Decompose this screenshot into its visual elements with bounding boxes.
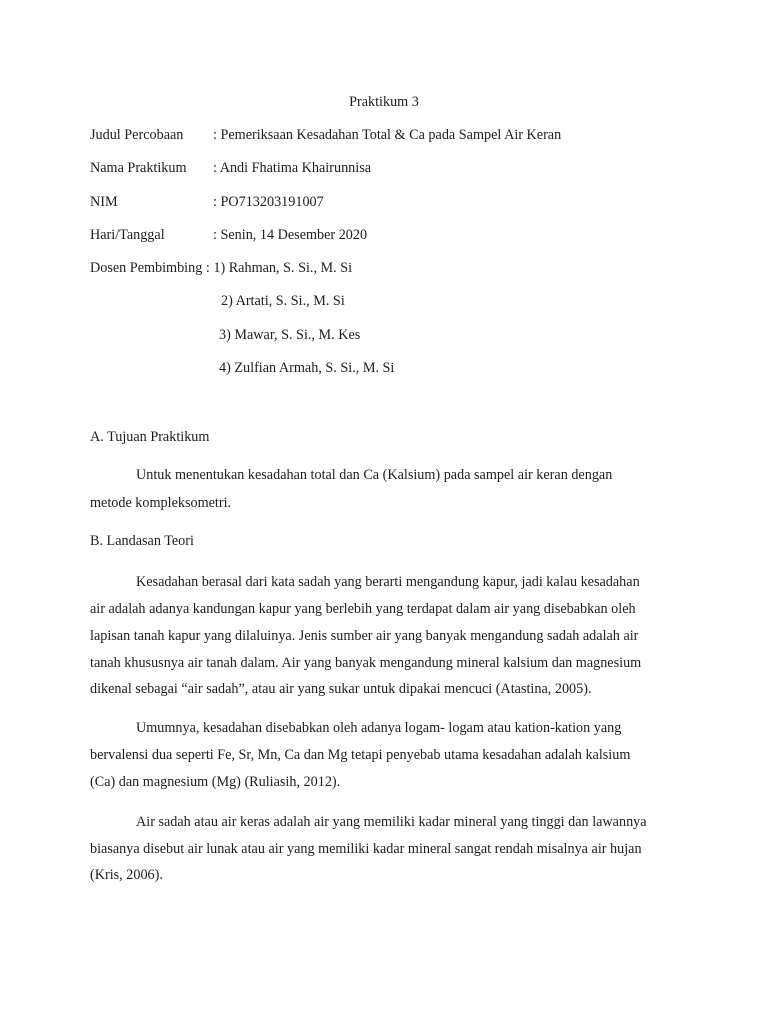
info-dosen-3: 3) Mawar, S. Si., M. Kes [219, 327, 361, 343]
section-a-heading: A. Tujuan Praktikum [90, 429, 210, 445]
paragraph-1-line: tanah khususnya air tanah dalam. Air yang banyak mengandung mineral kalsium dan magnesium [90, 655, 642, 671]
info-value-nama: : Andi Fhatima Khairunnisa [213, 160, 372, 176]
paragraph-2-line: (Ca) dan magnesium (Mg) (Ruliasih, 2012). [90, 774, 341, 790]
info-dosen-first: Dosen Pembimbing : 1) Rahman, S. Si., M. Si [90, 260, 353, 276]
info-label-nim: NIM [90, 194, 118, 210]
info-label-tanggal: Hari/Tanggal [90, 227, 165, 243]
paragraph-1-line: air adalah adanya kandungan kapur yang berlebih yang terdapat dalam air yang disebabkan oleh [90, 601, 636, 617]
info-value-judul: : Pemeriksaan Kesadahan Total & Ca pada Sampel Air Keran [213, 127, 562, 143]
info-label-nama: Nama Praktikum [90, 160, 187, 176]
paragraph-1-line: lapisan tanah kapur yang dilaluinya. Jenis sumber air yang banyak mengandung sadah adalah air [90, 628, 639, 644]
paragraph-3-line: biasanya disebut air lunak atau air yang memiliki kadar mineral sangat rendah misalnya air hujan [90, 841, 642, 857]
paragraph-1-line: dikenal sebagai “air sadah”, atau air yang sukar untuk dipakai mencuci (Atastina, 2005). [90, 681, 592, 697]
info-value-nim: : PO713203191007 [213, 194, 324, 210]
page-title: Praktikum 3 [349, 94, 419, 110]
info-dosen-4: 4) Zulfian Armah, S. Si., M. Si [219, 360, 395, 376]
paragraph-2-line: Umumnya, kesadahan disebabkan oleh adanya logam- logam atau kation-kation yang [136, 720, 622, 736]
paragraph-1-line: Kesadahan berasal dari kata sadah yang berarti mengandung kapur, jadi kalau kesadahan [136, 574, 640, 590]
paragraph-3-line: Air sadah atau air keras adalah air yang memiliki kadar mineral yang tinggi dan lawannya [136, 814, 647, 830]
paragraph-2-line: bervalensi dua seperti Fe, Sr, Mn, Ca dan Mg tetapi penyebab utama kesadahan adalah kalsium [90, 747, 631, 763]
info-dosen-2: 2) Artati, S. Si., M. Si [221, 293, 345, 309]
info-label-judul: Judul Percobaan [90, 127, 184, 143]
paragraph-3-line: (Kris, 2006). [90, 867, 163, 883]
section-b-heading: B. Landasan Teori [90, 533, 194, 549]
section-a-line: Untuk menentukan kesadahan total dan Ca (Kalsium) pada sampel air keran dengan [136, 467, 613, 483]
info-value-tanggal: : Senin, 14 Desember 2020 [213, 227, 368, 243]
section-a-line: metode kompleksometri. [90, 495, 232, 511]
